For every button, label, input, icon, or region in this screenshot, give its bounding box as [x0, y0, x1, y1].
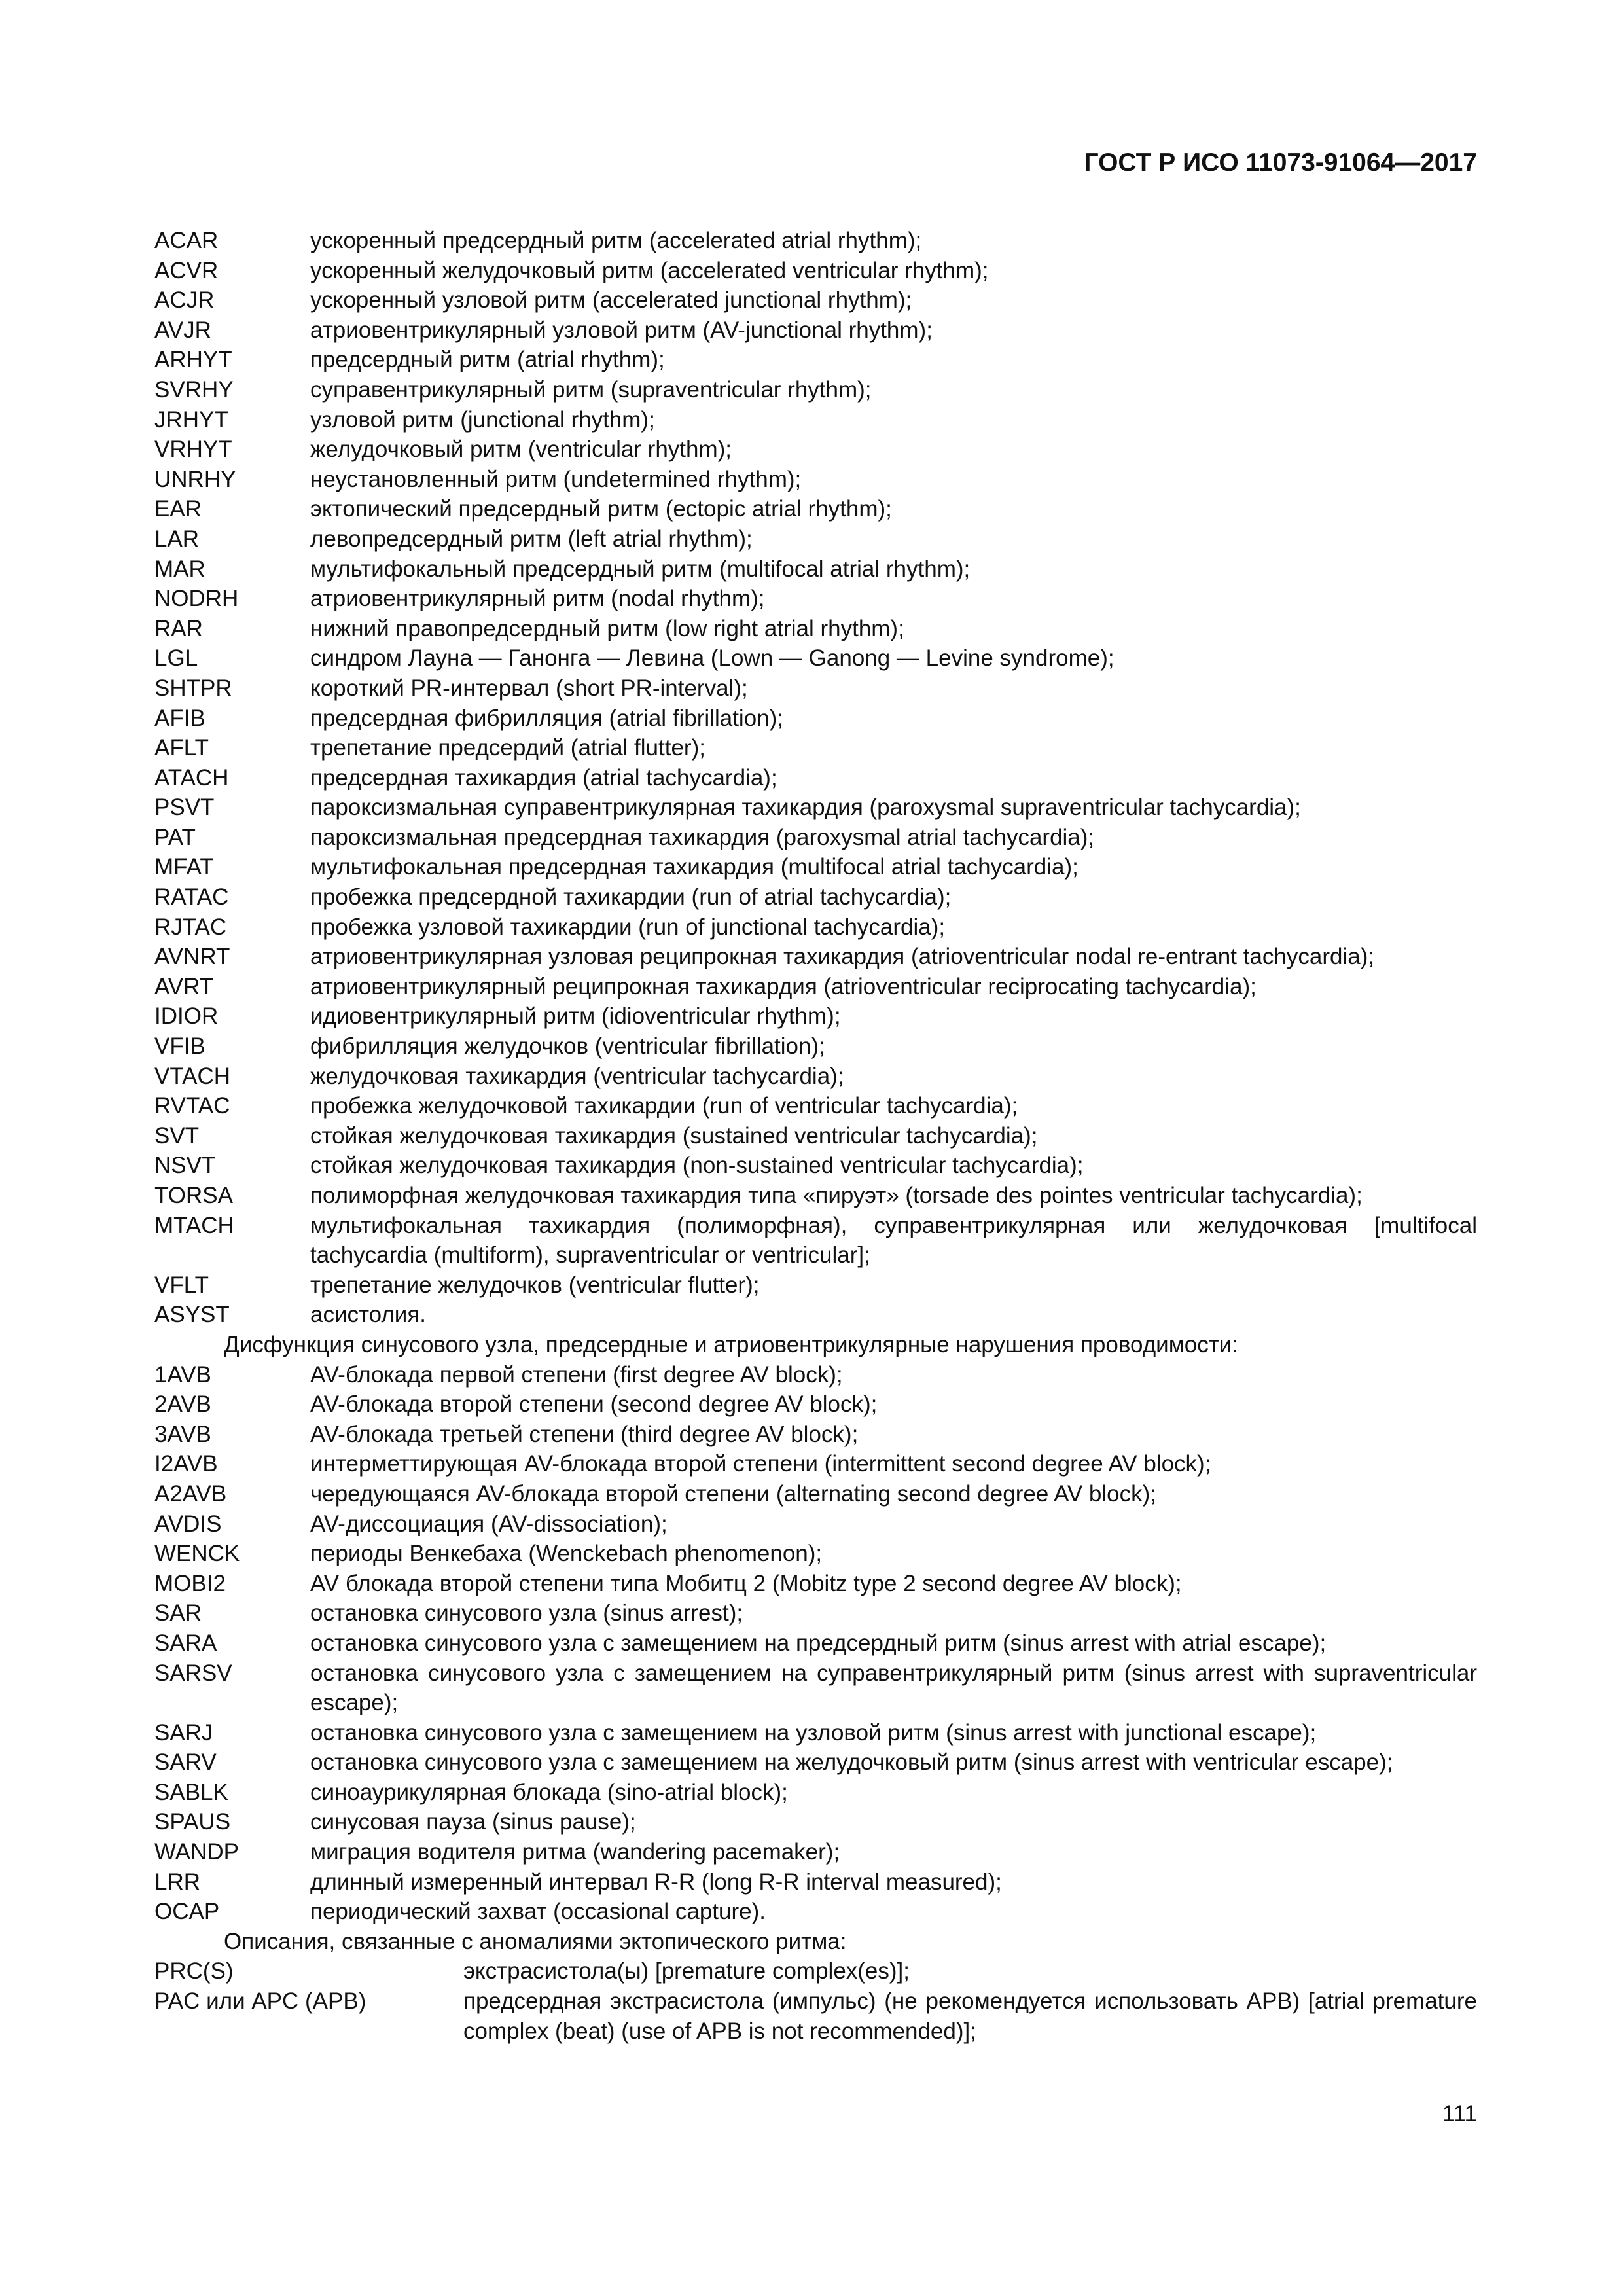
term-entry	[154, 1628, 1477, 1659]
term-abbreviation: PAC или APC (APB)	[154, 1988, 366, 2015]
term-entry	[154, 912, 1477, 942]
term-description: AV-диссоциация (AV-dissociation);	[310, 1511, 668, 1537]
term-abbreviation: TORSA	[154, 1183, 233, 1208]
term-abbreviation: MTACH	[154, 1212, 234, 1238]
term-entry	[154, 1837, 1477, 1867]
term-entry	[154, 852, 1477, 882]
term-abbreviation: LRR	[154, 1869, 201, 1895]
term-description: желудочковый ритм (ventricular rhythm);	[310, 437, 732, 463]
term-description: ускоренный предсердный ритм (accelerated atrial rhythm);	[310, 228, 922, 253]
term-abbreviation: VFLT	[154, 1272, 209, 1298]
term-description: эктопический предсердный ритм (ectopic atrial rhythm);	[310, 496, 892, 522]
term-abbreviation: RAR	[154, 615, 203, 641]
term-abbreviation: PAT	[154, 824, 196, 850]
term-entry	[154, 823, 1477, 853]
term-abbreviation: A2AVB	[154, 1480, 227, 1507]
term-entry	[154, 375, 1477, 405]
term-entry	[154, 584, 1477, 614]
term-abbreviation: JRHYT	[154, 406, 228, 433]
term-description: желудочковая тахикардия (ventricular tachycardia);	[310, 1063, 844, 1089]
page-number: 111	[1442, 2101, 1477, 2126]
term-description: пароксизмальная суправентрикулярная тахикардия (paroxysmal supraventricular tachycardia);	[310, 795, 1301, 821]
term-abbreviation: VTACH	[154, 1063, 231, 1089]
term-abbreviation: MOBI2	[154, 1570, 226, 1596]
term-description: остановка синусового узла с замещением на узловой ритм (sinus arrest with junctional escape);	[310, 1719, 1317, 1746]
term-entry	[154, 1598, 1477, 1628]
term-description: остановка синусового узла с замещением на суправентрикулярный ритм (sinus arrest with supraventricular escape);	[310, 1660, 1477, 1716]
term-entry	[154, 524, 1477, 554]
term-description: суправентрикулярный ритм (supraventricular rhythm);	[310, 376, 872, 403]
term-description: длинный измеренный интервал R-R (long R-R interval measured);	[310, 1869, 1002, 1895]
term-entry	[154, 1569, 1477, 1599]
ectopic-section-heading: Описания, связанные с аномалиями эктопического ритма:	[224, 1928, 847, 1954]
conduction-term-list	[154, 1360, 1477, 1927]
term-description: синусовая пауза (sinus pause);	[310, 1809, 636, 1835]
conduction-section-heading: Дисфункция синусового узла, предсердные и атриовентрикулярные нарушения проводимости:	[224, 1331, 1239, 1357]
term-abbreviation: AVDIS	[154, 1511, 222, 1537]
term-description: AV-блокада первой степени (first degree AV block);	[310, 1361, 843, 1388]
term-description: атриовентрикулярный реципрокная тахикардия (atrioventricular reciprocating tachycardia);	[310, 973, 1257, 999]
term-description: экстрасистола(ы) [premature complex(es)];	[463, 1958, 910, 1984]
term-abbreviation: RJTAC	[154, 914, 227, 940]
term-abbreviation: RATAC	[154, 884, 229, 910]
term-description: атриовентрикулярная узловая реципрокная тахикардия (atrioventricular nodal re-entrant tachycardia);	[310, 944, 1375, 970]
term-entry	[154, 345, 1477, 375]
term-description: короткий PR-интервал (short PR-interval);	[310, 675, 748, 701]
term-entry	[154, 1449, 1477, 1479]
term-description: атриовентрикулярный ритм (nodal rhythm);	[310, 586, 765, 612]
term-entry	[154, 614, 1477, 644]
term-description: предсердная тахикардия (atrial tachycardia);	[310, 764, 777, 791]
term-abbreviation: SAR	[154, 1600, 202, 1626]
term-abbreviation: VRHYT	[154, 437, 232, 463]
term-entry	[154, 405, 1477, 435]
term-abbreviation: AFLT	[154, 735, 209, 761]
term-entry	[154, 1718, 1477, 1748]
term-abbreviation: SARSV	[154, 1660, 232, 1686]
term-entry	[154, 494, 1477, 524]
term-entry	[154, 733, 1477, 763]
term-description: мультифокальная тахикардия (полиморфная), суправентрикулярная или желудочковая [multifocal tachycardia (multiform), supraventricular or ventricular];	[310, 1212, 1477, 1268]
term-description: AV блокада второй степени типа Мобитц 2 (Mobitz type 2 second degree AV block);	[310, 1570, 1182, 1596]
term-entry	[154, 1897, 1477, 1927]
term-description: трепетание желудочков (ventricular flutter);	[310, 1272, 760, 1298]
term-description: стойкая желудочковая тахикардия (sustained ventricular tachycardia);	[310, 1122, 1038, 1149]
term-abbreviation: NODRH	[154, 586, 239, 612]
term-description: ускоренный узловой ритм (accelerated junctional rhythm);	[310, 287, 912, 314]
term-abbreviation: VFIB	[154, 1033, 205, 1060]
term-entry	[154, 554, 1477, 584]
term-description: идиовентрикулярный ритм (idioventricular rhythm);	[310, 1003, 841, 1030]
term-description: пробежка желудочковой тахикардии (run of ventricular tachycardia);	[310, 1093, 1018, 1119]
term-abbreviation: WANDP	[154, 1839, 239, 1865]
term-entry	[154, 1420, 1477, 1450]
term-abbreviation: AFIB	[154, 705, 205, 731]
term-description: предсердный ритм (atrial rhythm);	[310, 347, 665, 373]
document-header: ГОСТ Р ИСО 11073-91064—2017	[1084, 149, 1477, 177]
term-abbreviation: SABLK	[154, 1779, 228, 1805]
term-description: интерметтирующая AV-блокада второй степени (intermittent second degree AV block);	[310, 1451, 1211, 1477]
term-entry	[154, 256, 1477, 286]
term-entry	[154, 673, 1477, 704]
term-description: неустановленный ритм (undetermined rhythm);	[310, 466, 802, 492]
term-entry	[154, 315, 1477, 346]
term-entry	[154, 1091, 1477, 1121]
term-entry	[154, 1121, 1477, 1151]
term-abbreviation: ACJR	[154, 287, 215, 314]
term-abbreviation: SARV	[154, 1749, 217, 1776]
term-abbreviation: UNRHY	[154, 466, 236, 492]
term-description: остановка синусового узла (sinus arrest);	[310, 1600, 743, 1626]
term-abbreviation: LAR	[154, 526, 200, 552]
term-abbreviation: WENCK	[154, 1541, 240, 1567]
term-description: миграция водителя ритма (wandering pacemaker);	[310, 1839, 840, 1865]
term-abbreviation: ACAR	[154, 228, 219, 253]
term-entry	[154, 643, 1477, 673]
term-entry	[154, 882, 1477, 912]
term-abbreviation: ATACH	[154, 764, 229, 791]
term-description: периоды Венкебаха (Wenckebach phenomenon);	[310, 1541, 823, 1567]
term-entry	[154, 1001, 1477, 1031]
term-abbreviation: MAR	[154, 556, 205, 582]
term-abbreviation: AVJR	[154, 317, 211, 343]
term-entry	[154, 793, 1477, 823]
term-abbreviation: SVRHY	[154, 376, 234, 403]
term-abbreviation: LGL	[154, 645, 198, 672]
term-description: периодический захват (occasional capture).	[310, 1899, 766, 1925]
term-description: левопредсердный ритм (left atrial rhythm);	[310, 526, 753, 552]
term-abbreviation: SVT	[154, 1122, 200, 1149]
term-entry	[154, 1539, 1477, 1569]
term-entry	[154, 1748, 1477, 1778]
term-description: пароксизмальная предсердная тахикардия (paroxysmal atrial tachycardia);	[310, 824, 1095, 850]
term-abbreviation: ACVR	[154, 257, 219, 283]
term-abbreviation: ARHYT	[154, 347, 232, 373]
term-description: пробежка предсердной тахикардии (run of atrial tachycardia);	[310, 884, 952, 910]
term-description: остановка синусового узла с замещением на желудочковый ритм (sinus arrest with ventricular escape);	[310, 1749, 1393, 1776]
term-abbreviation: SARJ	[154, 1719, 213, 1746]
term-description: ускоренный желудочковый ритм (accelerated ventricular rhythm);	[310, 257, 989, 283]
term-entry	[154, 1659, 1477, 1718]
term-abbreviation: EAR	[154, 496, 202, 522]
term-description: фибрилляция желудочков (ventricular fibrillation);	[310, 1033, 825, 1060]
term-entry	[154, 1211, 1477, 1270]
term-description: стойкая желудочковая тахикардия (non-sustained ventricular tachycardia);	[310, 1153, 1084, 1179]
term-abbreviation: AVNRT	[154, 944, 230, 970]
term-abbreviation: 3AVB	[154, 1421, 211, 1447]
term-abbreviation: ASYST	[154, 1302, 230, 1328]
term-entry	[154, 285, 1477, 315]
term-abbreviation: I2AVB	[154, 1451, 218, 1477]
term-abbreviation: SARA	[154, 1630, 217, 1656]
ectopic-term-list	[154, 1956, 1477, 2046]
term-description: асистолия.	[310, 1302, 426, 1328]
term-entry	[154, 465, 1477, 495]
term-entry	[154, 1300, 1477, 1330]
term-entry	[154, 942, 1477, 972]
term-entry	[154, 1509, 1477, 1539]
term-entry	[154, 704, 1477, 734]
term-description: синоаурикулярная блокада (sino-atrial block);	[310, 1779, 788, 1805]
term-abbreviation: IDIOR	[154, 1003, 219, 1030]
term-description: атриовентрикулярный узловой ритм (AV-junctional rhythm);	[310, 317, 933, 343]
term-description: чередующаяся AV-блокада второй степени (alternating second degree AV block);	[310, 1480, 1157, 1507]
term-entry	[154, 1062, 1477, 1092]
term-entry	[154, 1807, 1477, 1837]
term-abbreviation: OCAP	[154, 1899, 220, 1925]
term-entry	[154, 1270, 1477, 1300]
term-description: нижний правопредсердный ритм (low right atrial rhythm);	[310, 615, 904, 641]
term-description: предсердная фибрилляция (atrial fibrillation);	[310, 705, 784, 731]
term-entry	[154, 435, 1477, 465]
term-abbreviation: PRC(S)	[154, 1958, 234, 1984]
term-entry	[154, 226, 1477, 256]
term-abbreviation: RVTAC	[154, 1093, 230, 1119]
term-description: пробежка узловой тахикардии (run of junctional tachycardia);	[310, 914, 946, 940]
term-description: узловой ритм (junctional rhythm);	[310, 406, 655, 433]
term-abbreviation: 2AVB	[154, 1391, 211, 1418]
term-entry	[154, 1867, 1477, 1897]
term-entry	[154, 763, 1477, 793]
term-abbreviation: AVRT	[154, 973, 214, 999]
term-entry	[154, 1031, 1477, 1062]
term-abbreviation: MFAT	[154, 854, 214, 880]
term-abbreviation: SHTPR	[154, 675, 232, 701]
term-entry	[154, 1360, 1477, 1390]
term-entry	[154, 1181, 1477, 1211]
term-entry	[154, 1479, 1477, 1509]
term-description: остановка синусового узла с замещением на предсердный ритм (sinus arrest with atrial escape);	[310, 1630, 1327, 1656]
rhythm-term-list	[154, 226, 1477, 1330]
term-abbreviation: PSVT	[154, 795, 215, 821]
term-description: AV-блокада третьей степени (third degree AV block);	[310, 1421, 859, 1447]
term-description: синдром Лауна — Ганонга — Левина (Lown — Ganong — Levine syndrome);	[310, 645, 1115, 672]
term-abbreviation: SPAUS	[154, 1809, 231, 1835]
term-description: полиморфная желудочковая тахикардия типа «пируэт» (torsade des pointes ventricular tachycardia);	[310, 1183, 1363, 1208]
document-body	[154, 226, 1477, 2046]
term-entry	[154, 1986, 1477, 2046]
term-abbreviation: 1AVB	[154, 1361, 211, 1388]
term-abbreviation: NSVT	[154, 1153, 216, 1179]
term-description: трепетание предсердий (atrial flutter);	[310, 735, 705, 761]
term-entry	[154, 1956, 1477, 1986]
term-description: мультифокальная предсердная тахикардия (multifocal atrial tachycardia);	[310, 854, 1079, 880]
term-description: мультифокальный предсердный ритм (multifocal atrial rhythm);	[310, 556, 971, 582]
term-entry	[154, 1151, 1477, 1181]
term-entry	[154, 1390, 1477, 1420]
term-description: предсердная экстрасистола (импульс) (не рекомендуется использовать APB) [atrial premature complex (beat) (use of APB is not recommended)];	[463, 1988, 1477, 2044]
term-entry	[154, 972, 1477, 1002]
term-description: AV-блокада второй степени (second degree AV block);	[310, 1391, 878, 1418]
term-entry	[154, 1778, 1477, 1808]
